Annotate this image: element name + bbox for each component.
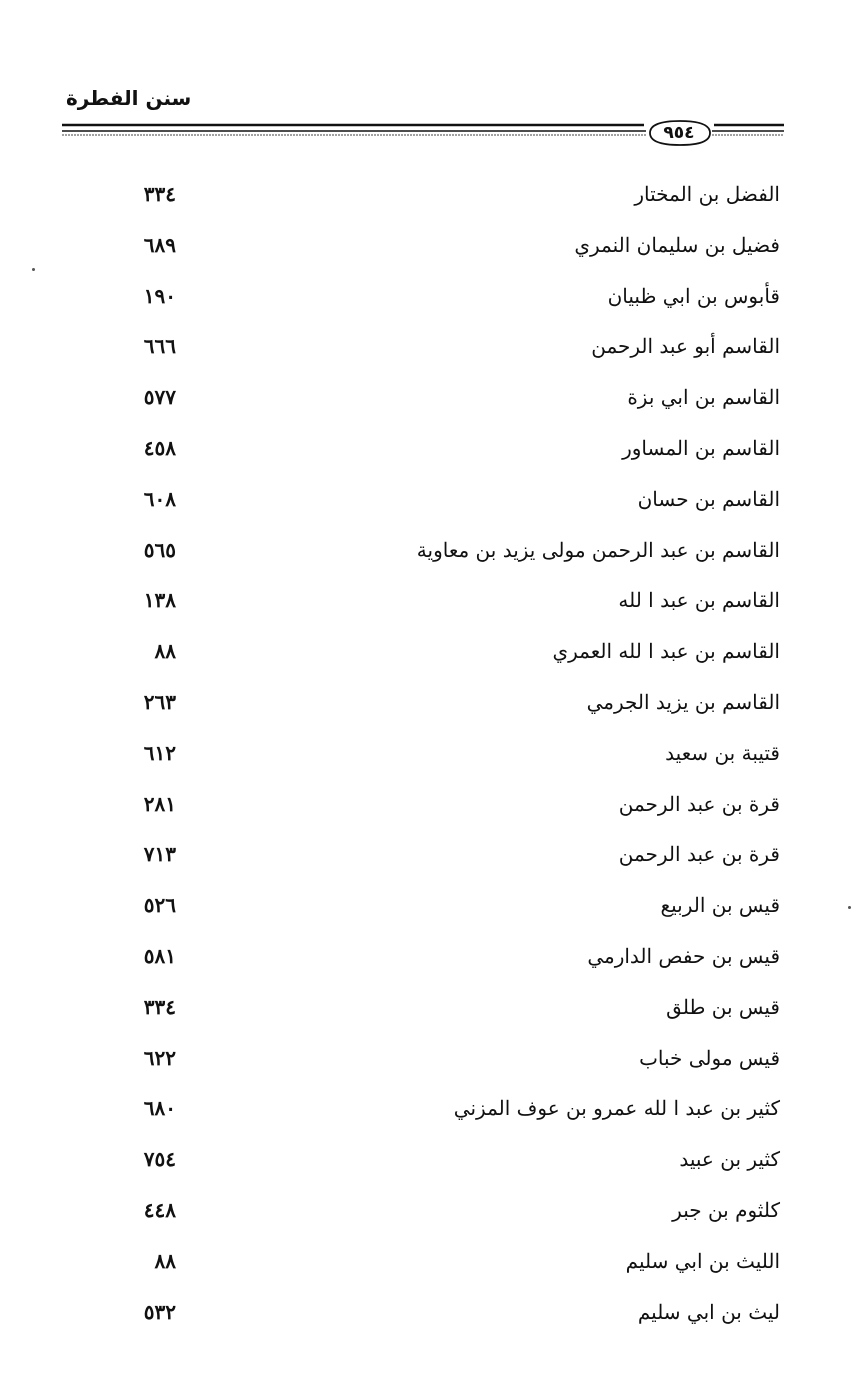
index-entry bbox=[100, 932, 780, 983]
entry-page-number: ٨٨ bbox=[154, 639, 176, 664]
entry-page-number: ٥٢٦ bbox=[143, 893, 176, 918]
index-entry bbox=[100, 526, 780, 577]
entry-page-number: ٧٥٤ bbox=[143, 1147, 176, 1172]
entry-name: قرة بن عبد الرحمن bbox=[618, 842, 780, 867]
entry-name: كثير بن عبد ا لله عمرو بن عوف المزني bbox=[453, 1096, 780, 1121]
entry-page-number: ٣٣٤ bbox=[143, 994, 176, 1019]
index-entry bbox=[100, 1135, 780, 1186]
entry-name: قيس بن طلق bbox=[666, 994, 780, 1019]
index-list bbox=[100, 170, 780, 1338]
entry-name: ليث بن ابي سليم bbox=[637, 1299, 780, 1324]
entry-name: قيس بن حفص الدارمي bbox=[587, 943, 780, 968]
entry-page-number: ٥٨١ bbox=[143, 943, 176, 968]
index-entry bbox=[100, 170, 780, 221]
entry-name: القاسم بن يزيد الجرمي bbox=[586, 689, 780, 714]
entry-name: فضيل بن سليمان النمري bbox=[574, 232, 780, 257]
index-entry bbox=[100, 780, 780, 831]
index-entry bbox=[100, 1084, 780, 1135]
entry-page-number: ٥٣٢ bbox=[143, 1299, 176, 1324]
entry-page-number: ٥٦٥ bbox=[143, 537, 176, 562]
entry-page-number: ٢٨١ bbox=[143, 791, 176, 816]
entry-name: قيس بن الربيع bbox=[660, 893, 780, 918]
entry-page-number: ٧١٣ bbox=[143, 842, 176, 867]
index-entry bbox=[100, 1186, 780, 1237]
entry-page-number: ٥٧٧ bbox=[143, 385, 176, 410]
index-entry bbox=[100, 729, 780, 780]
entry-name: القاسم بن ابي بزة bbox=[627, 385, 780, 410]
entry-page-number: ٦٨٩ bbox=[143, 232, 176, 257]
entry-name: الفضل بن المختار bbox=[634, 182, 780, 206]
entry-page-number: ١٣٨ bbox=[143, 588, 176, 613]
entry-name: كثير بن عبيد bbox=[679, 1147, 780, 1172]
running-title: سنن الفطرة bbox=[66, 86, 192, 110]
index-entry bbox=[100, 1034, 780, 1085]
entry-name: قأبوس بن ابي ظبيان bbox=[607, 283, 780, 308]
entry-name: القاسم بن عبد الرحمن مولى يزيد بن معاوية bbox=[416, 537, 780, 562]
index-entry bbox=[100, 1288, 780, 1339]
entry-page-number: ٨٨ bbox=[154, 1248, 176, 1273]
index-entry bbox=[100, 1237, 780, 1288]
index-entry bbox=[100, 627, 780, 678]
entry-page-number: ١٩٠ bbox=[143, 283, 176, 308]
index-entry bbox=[100, 373, 780, 424]
index-entry bbox=[100, 424, 780, 475]
entry-name: قرة بن عبد الرحمن bbox=[618, 791, 780, 816]
entry-name: القاسم أبو عبد الرحمن bbox=[591, 334, 780, 359]
entry-page-number: ٦١٢ bbox=[143, 740, 176, 765]
entry-page-number: ٢٦٣ bbox=[143, 689, 176, 714]
scan-speck bbox=[848, 906, 851, 909]
index-entry bbox=[100, 830, 780, 881]
entry-name: كلثوم بن جبر bbox=[672, 1197, 780, 1222]
entry-name: الليث بن ابي سليم bbox=[625, 1248, 780, 1273]
index-entry bbox=[100, 322, 780, 373]
entry-name: القاسم بن المساور bbox=[622, 435, 780, 460]
index-entry bbox=[100, 678, 780, 729]
entry-page-number: ٦٦٦ bbox=[143, 334, 176, 359]
entry-name: قيس مولى خباب bbox=[639, 1045, 780, 1070]
index-entry bbox=[100, 475, 780, 526]
entry-page-number: ٦٠٨ bbox=[143, 486, 176, 511]
entry-name: القاسم بن عبد ا لله العمري bbox=[552, 639, 780, 664]
index-entry bbox=[100, 272, 780, 323]
entry-name: قتيبة بن سعيد bbox=[665, 740, 780, 765]
entry-page-number: ٦٨٠ bbox=[143, 1096, 176, 1121]
entry-page-number: ٦٢٢ bbox=[143, 1045, 176, 1070]
entry-name: القاسم بن عبد ا لله bbox=[618, 588, 780, 613]
entry-page-number: ٤٤٨ bbox=[143, 1197, 176, 1222]
index-entry bbox=[100, 221, 780, 272]
page-number: ٩٥٤ bbox=[663, 123, 695, 143]
index-entry bbox=[100, 983, 780, 1034]
entry-page-number: ٤٥٨ bbox=[143, 435, 176, 460]
entry-page-number: ٣٣٤ bbox=[143, 182, 176, 206]
entry-name: القاسم بن حسان bbox=[637, 486, 780, 511]
index-entry bbox=[100, 881, 780, 932]
index-entry bbox=[100, 576, 780, 627]
scan-speck bbox=[32, 268, 35, 271]
